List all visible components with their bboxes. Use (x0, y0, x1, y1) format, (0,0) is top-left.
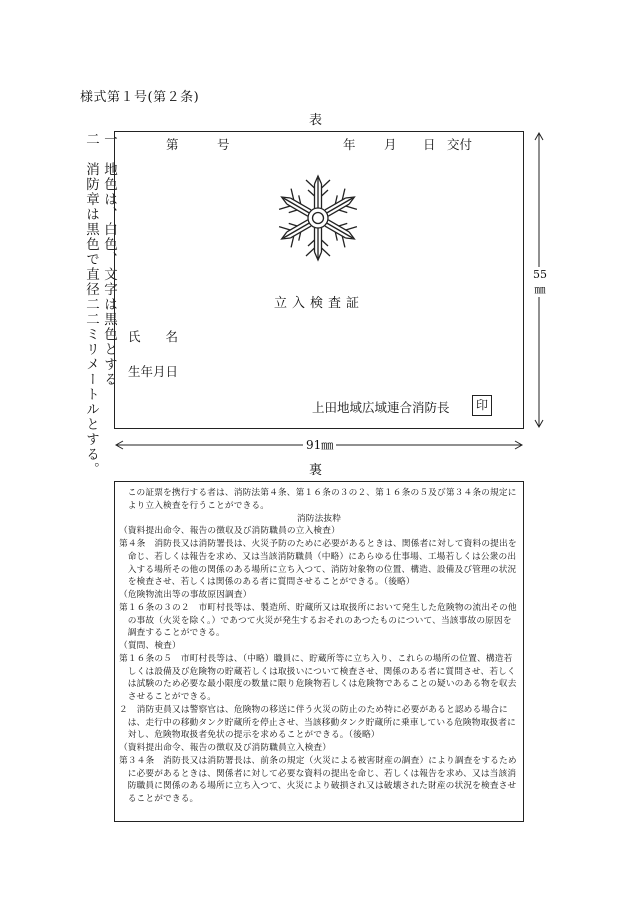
note-2: 二 消防章は黒色で直径二二ミリメートルとする。 (83, 132, 99, 477)
number-prefix: 第 (166, 137, 179, 152)
name-label: 氏 名 (128, 329, 179, 344)
birthdate-label: 生年月日 (128, 364, 179, 379)
article-16-5: 第１６条の５ 市町村長等は、（中略）職員に、貯蔵所等に立ち入り、これらの場所の位置、構造若しくは設備及び危険物の貯蔵若しくは取扱いについて検査させ、関係のある者に質問させ、若しくは試験のため必要な最小限度の数量に限り危険物若しくは危険物であることの疑いのある物を収去させることができる。 (119, 653, 517, 702)
back-side-label: 裏 (309, 463, 323, 478)
issuer: 上田地域広域連合消防長 (312, 400, 450, 415)
article-16-3-2: 第１６条の３の２ 市町村長等は、製造所、貯蔵所又は取扱所において発生した危険物の流出その他の事故（火災を除く。）であつて火災が発生するおそれのあつたものについて、当該事故の原因を調査することができる。 (119, 602, 517, 639)
article-4: 第４条 消防長又は消防署長は、火災予防のために必要があるときは、関係者に対して資料の提出を命じ、若しくは報告を求め、又は当該消防職員（中略）にあらゆる仕事場、工場若しくは公衆の出入する場所その他の関係のある場所に立ち入つて、消防対象物の位置、構造、設備及び管理の状況を検査させ、若しくは関係のある者に質問させることができる。（後略） (119, 539, 517, 588)
issue-month: 月 (384, 137, 397, 152)
form-title: 様式第１号(第２条) (80, 90, 200, 105)
seal-box: 印 (472, 395, 492, 416)
article-34: 第３４条 消防長又は消防署長は、前条の規定（火災による被害財産の調査）により調査をするために必要があるときは、関係者に対して必要な資料の提出を命じ、若しくは報告を求め、又は当該消防職員に関係のある場所に立ち入つて、火災により破損され又は破壊された財産の状況を検査させることができる。 (119, 755, 517, 804)
back-card (114, 481, 524, 822)
number-suffix: 号 (217, 137, 230, 152)
notes (83, 132, 117, 477)
note-1: 一 地色は、白色、文字は黒色とする (101, 132, 117, 387)
width-dimension-label: 91㎜ (303, 436, 336, 453)
article-16-3-2-caption: （危険物流出等の事故原因調査） (119, 590, 252, 600)
article-16-5-2: ２ 消防吏員又は警察官は、危険物の移送に伴う火災の防止のため特に必要があると認める場合には、走行中の移動タンク貯蔵所を停止させ、当該移動タンク貯蔵所に乗車している危険物取扱者に対し、危険物取扱者免状の提示を求めることができる。（後略） (119, 704, 516, 741)
fire-department-emblem-icon (272, 172, 364, 264)
excerpt-title: 消防法抜粋 (296, 513, 342, 524)
issue-day: 日 (423, 137, 436, 152)
height-dimension-label (532, 267, 548, 297)
certificate-title: 立入検査証 (274, 296, 365, 311)
issue-year: 年 (343, 137, 356, 152)
height-dimension-unit: ㎜ (534, 283, 546, 296)
front-side-label: 表 (309, 113, 323, 128)
article-34-caption: （資料提出命令、報告の徴収及び消防職員立入検査） (119, 743, 332, 753)
back-intro: この証票を携行する者は、消防法第４条、第１６条の３の２、第１６条の５及び第３４条の規定により立入検査を行うことができる。 (127, 488, 517, 511)
height-dimension-value: 55 (533, 268, 547, 281)
issue-word: 交付 (447, 137, 473, 152)
article-16-5-caption: （質問、検査） (119, 641, 181, 651)
article-4-caption: （資料提出命令、報告の徴収及び消防職員の立入検査） (119, 526, 340, 537)
